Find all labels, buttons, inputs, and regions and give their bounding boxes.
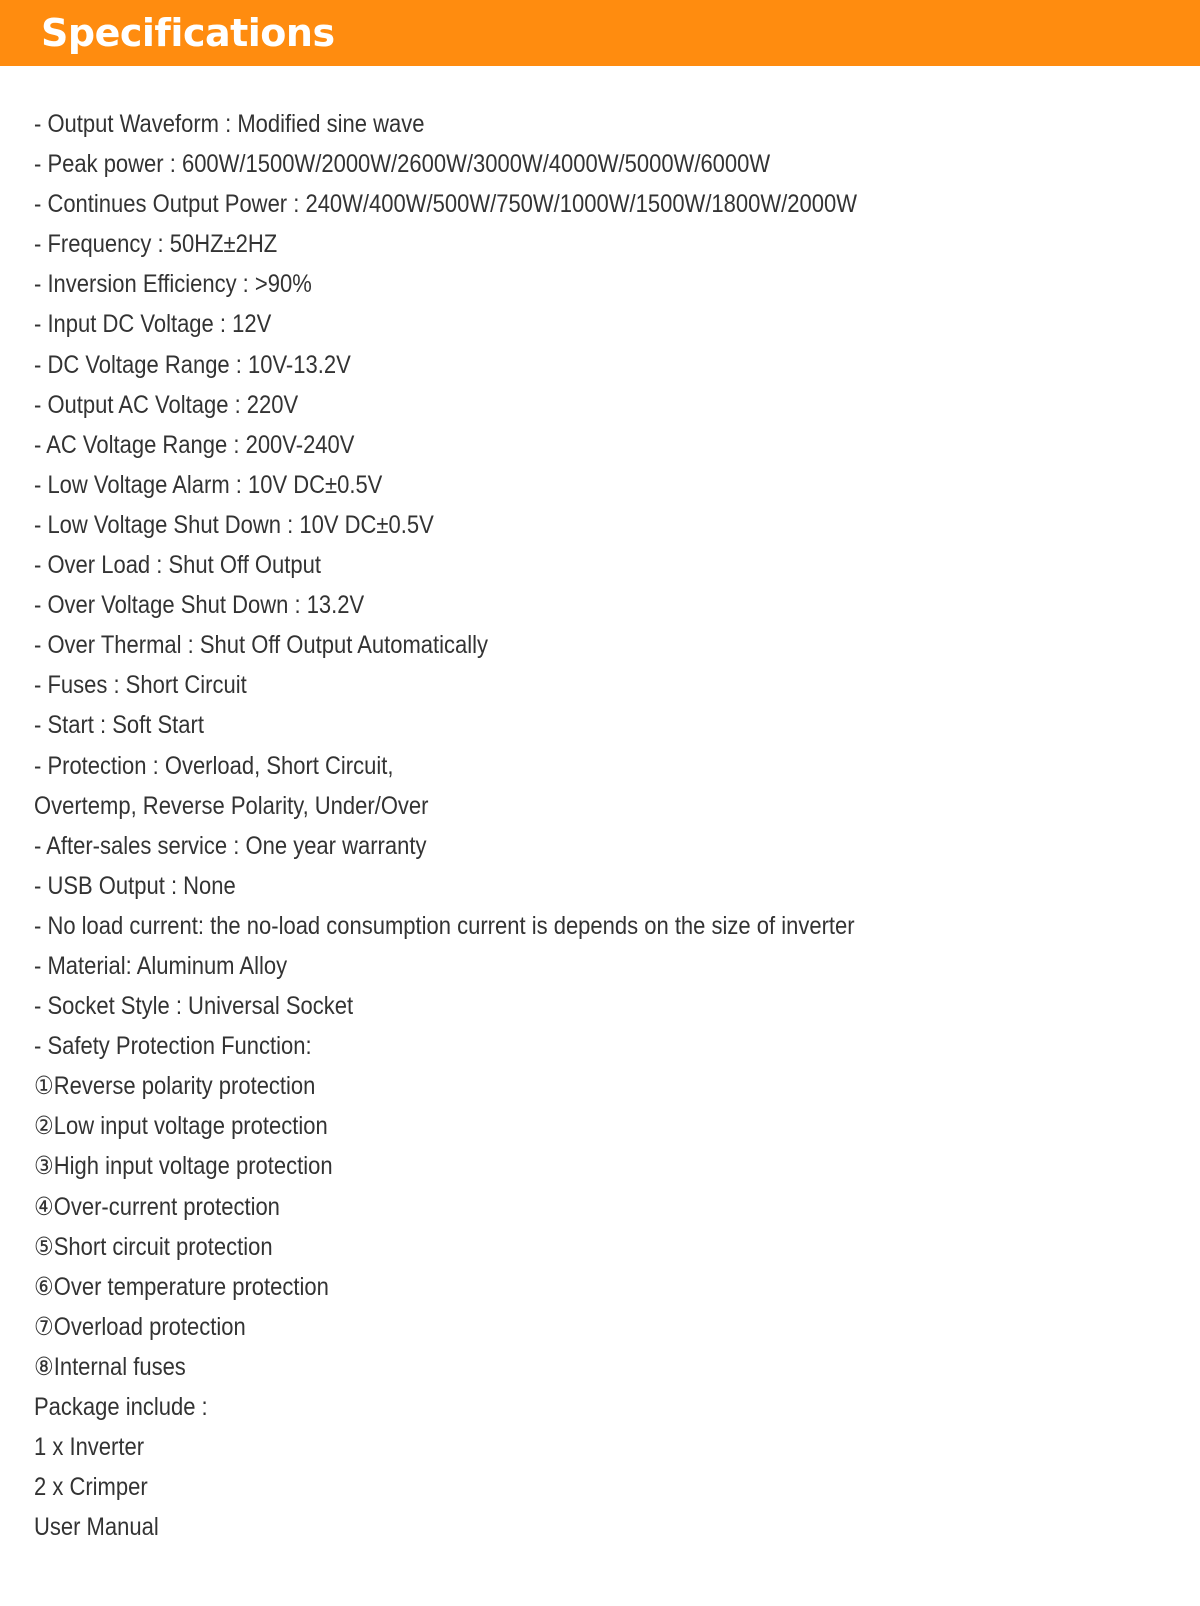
spec-output-ac-voltage: - Output AC Voltage : 220V — [34, 390, 299, 419]
spec-frequency: - Frequency : 50HZ±2HZ — [34, 230, 278, 259]
protection-item-low-input-voltage: ②Low input voltage protection — [34, 1112, 328, 1141]
spec-ac-voltage-range: - AC Voltage Range : 200V-240V — [34, 430, 355, 459]
spec-no-load-current: - No load current: the no-load consumption current is depends on the size of inverter — [34, 911, 855, 940]
package-item-user-manual: User Manual — [34, 1513, 159, 1542]
spec-low-voltage-shut-down: - Low Voltage Shut Down : 10V DC±0.5V — [34, 510, 434, 539]
spec-protection: - Protection : Overload, Short Circuit, — [34, 751, 394, 780]
spec-material: - Material: Aluminum Alloy — [34, 951, 288, 980]
spec-continuous-output-power: - Continues Output Power : 240W/400W/500W/750W/1000W/1500W/1800W/2000W — [34, 190, 857, 219]
spec-over-thermal: - Over Thermal : Shut Off Output Automatically — [34, 631, 489, 660]
spec-safety-protection-function: - Safety Protection Function: — [34, 1032, 312, 1061]
spec-after-sales-service: - After-sales service : One year warranty — [34, 831, 427, 860]
page-title: Specifications — [41, 11, 335, 55]
spec-start: - Start : Soft Start — [34, 711, 204, 740]
package-include-heading: Package include : — [34, 1393, 208, 1421]
spec-peak-power: - Peak power : 600W/1500W/2000W/2600W/3000W/4000W/5000W/6000W — [34, 150, 771, 179]
package-item-crimper: 2 x Crimper — [34, 1473, 148, 1502]
spec-fuses: - Fuses : Short Circuit — [34, 671, 247, 700]
spec-inversion-efficiency: - Inversion Efficiency : >90% — [34, 270, 312, 299]
specifications-header-bar — [0, 0, 1200, 66]
protection-item-internal-fuses: ⑧Internal fuses — [34, 1352, 186, 1381]
spec-list — [34, 104, 1174, 1547]
protection-item-high-input-voltage: ③High input voltage protection — [34, 1152, 333, 1181]
spec-low-voltage-alarm: - Low Voltage Alarm : 10V DC±0.5V — [34, 470, 383, 499]
protection-item-reverse-polarity: ①Reverse polarity protection — [34, 1072, 316, 1101]
spec-input-dc-voltage: - Input DC Voltage : 12V — [34, 310, 272, 339]
package-item-inverter: 1 x Inverter — [34, 1433, 145, 1462]
protection-item-overload: ⑦Overload protection — [34, 1312, 246, 1341]
protection-item-over-current: ④Over-current protection — [34, 1192, 280, 1221]
protection-item-short-circuit: ⑤Short circuit protection — [34, 1232, 273, 1261]
spec-over-voltage-shut-down: - Over Voltage Shut Down : 13.2V — [34, 591, 365, 620]
spec-usb-output: - USB Output : None — [34, 871, 236, 900]
protection-item-over-temperature: ⑥Over temperature protection — [34, 1272, 329, 1301]
spec-over-load: - Over Load : Shut Off Output — [34, 551, 321, 580]
spec-dc-voltage-range: - DC Voltage Range : 10V-13.2V — [34, 350, 351, 379]
spec-socket-style: - Socket Style : Universal Socket — [34, 992, 354, 1021]
spec-output-waveform: - Output Waveform : Modified sine wave — [34, 110, 425, 138]
spec-protection-continued: Overtemp, Reverse Polarity, Under/Over — [34, 791, 429, 820]
